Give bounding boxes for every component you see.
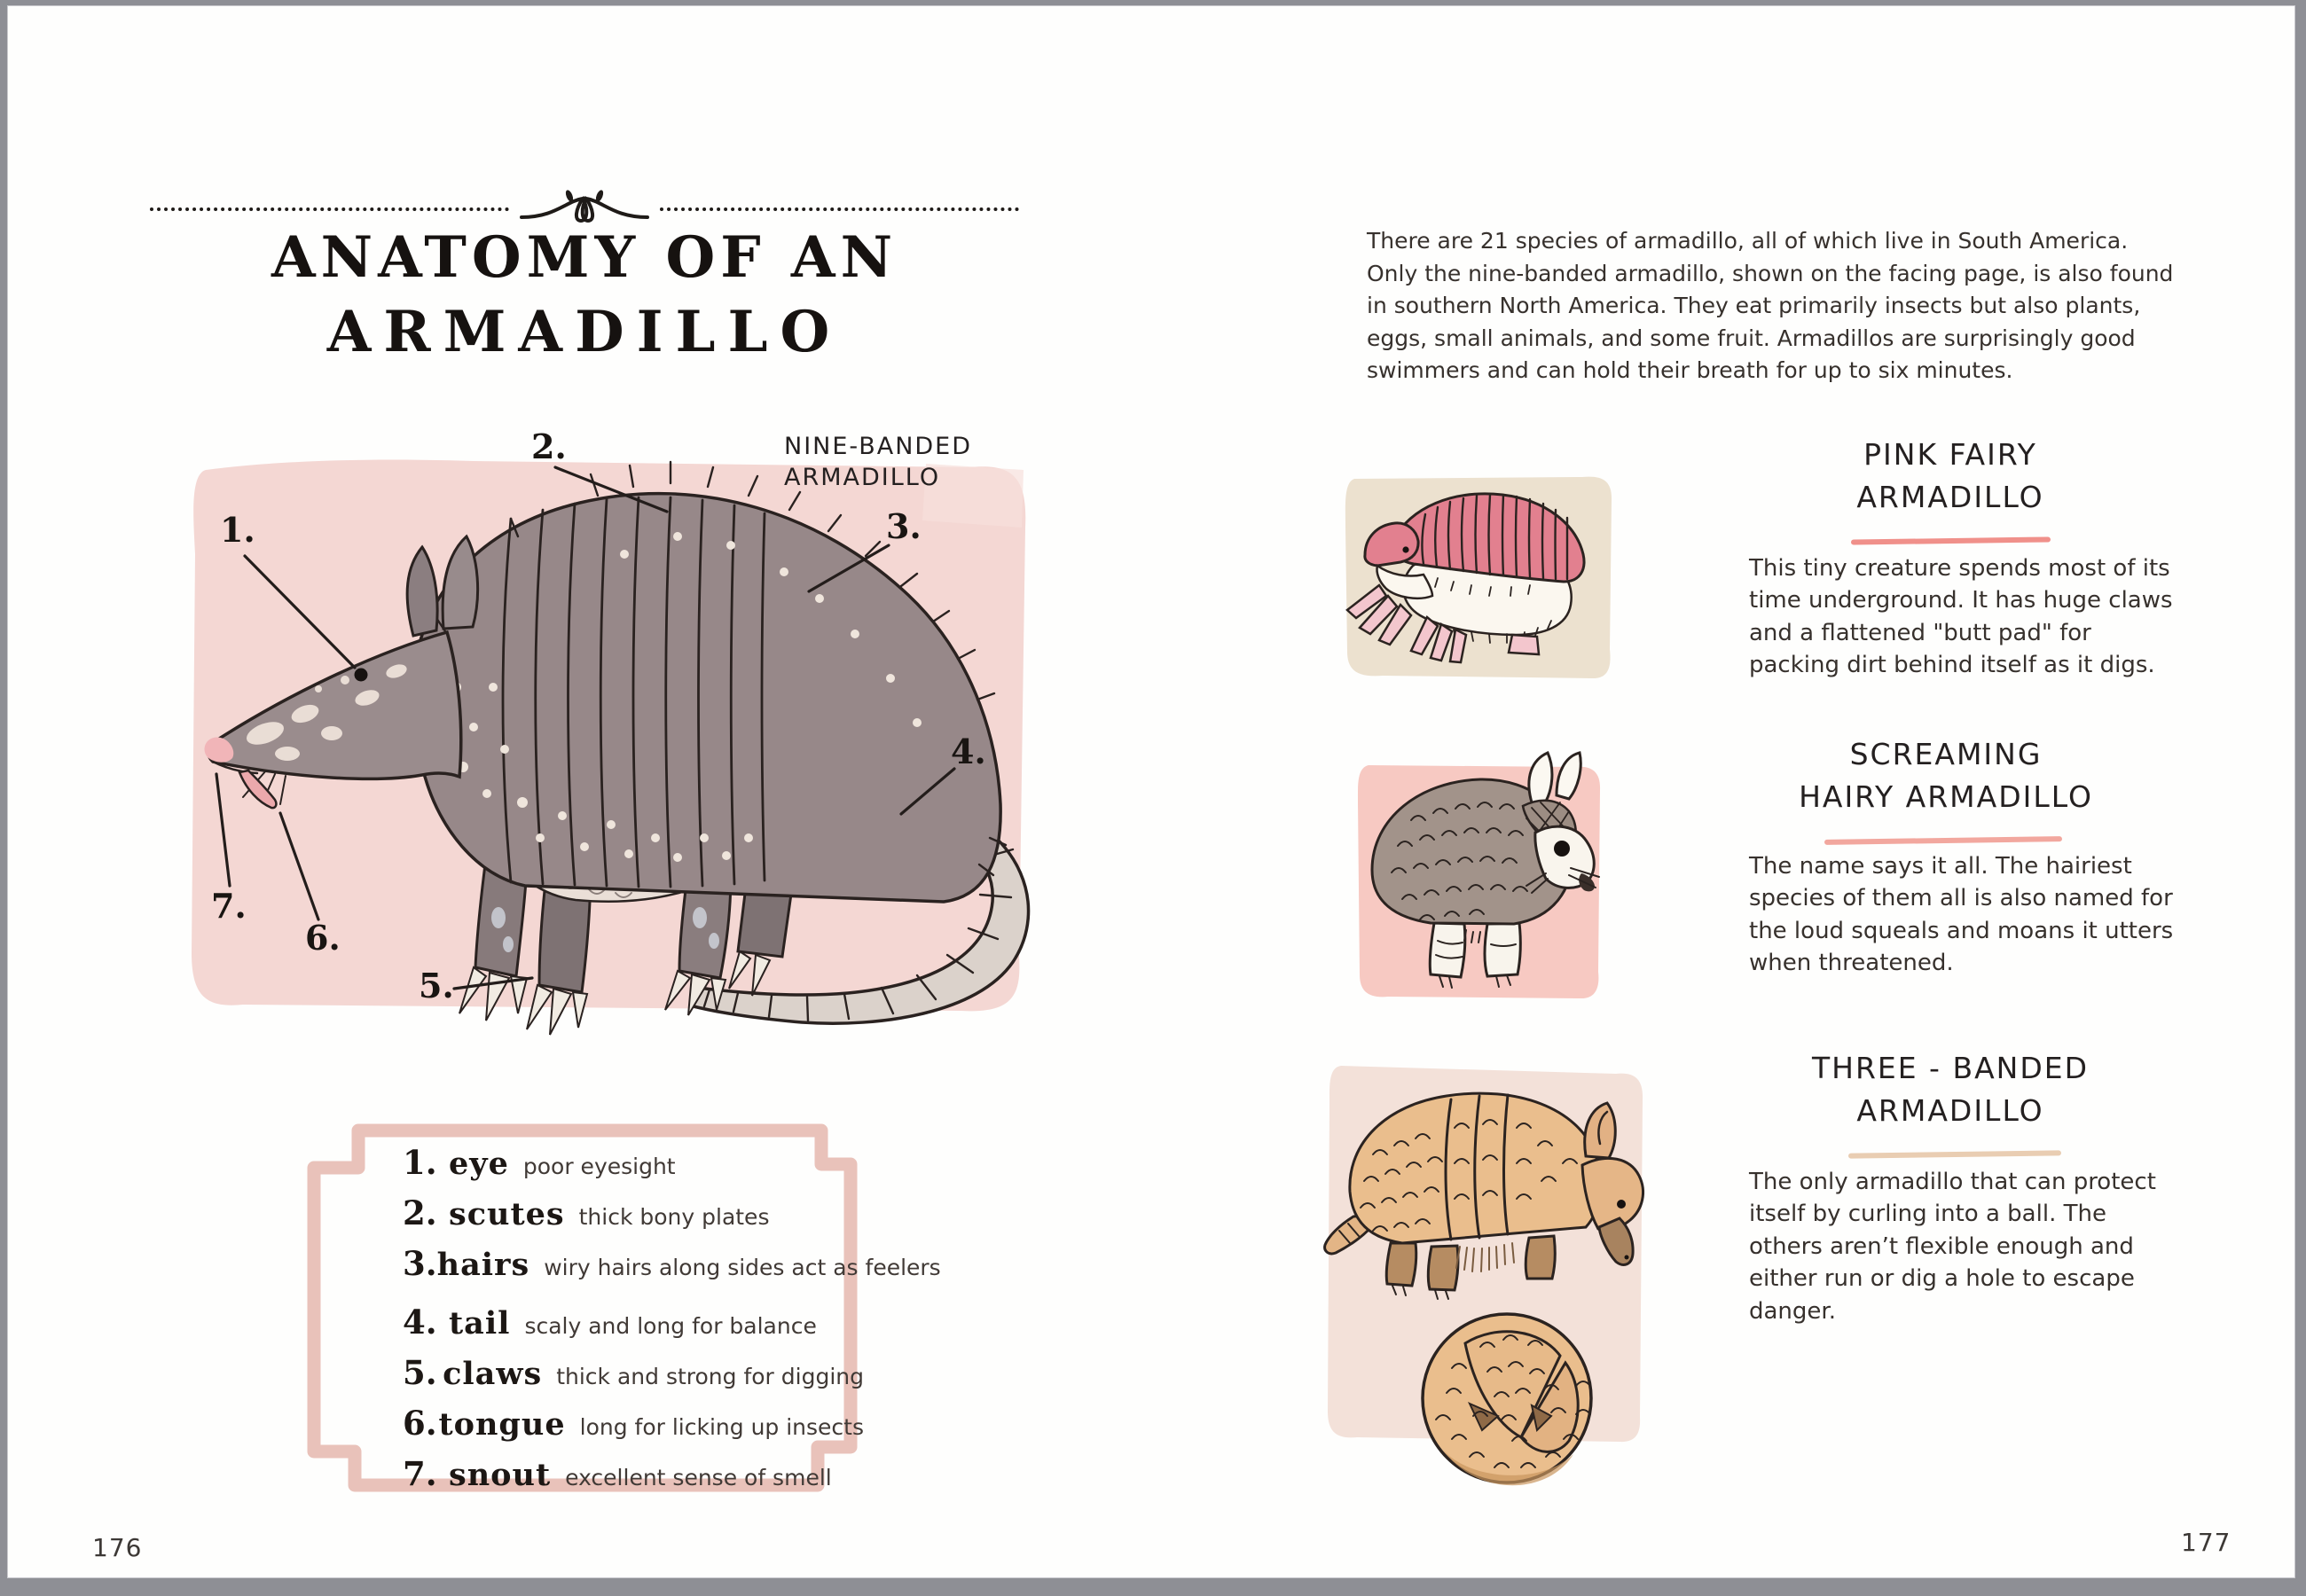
screaming-hairy-title bbox=[1733, 733, 2159, 818]
legend-term: tongue bbox=[438, 1406, 566, 1443]
figure-caption-line1: NINE-BANDED bbox=[784, 433, 973, 460]
legend-number: 4. bbox=[403, 1303, 437, 1342]
legend-number: 1. bbox=[403, 1143, 437, 1182]
screaming-hairy-title-line2: HAIRY ARMADILLO bbox=[1799, 778, 2093, 814]
legend-number: 5. bbox=[403, 1353, 437, 1392]
three-banded-title bbox=[1737, 1047, 2163, 1132]
figure-label-2: 2. bbox=[531, 426, 567, 466]
legend-term: claws bbox=[443, 1356, 543, 1392]
legend-item-snout bbox=[403, 1454, 864, 1493]
legend-desc: thick and strong for digging bbox=[556, 1364, 864, 1389]
figure-label-7: 7. bbox=[211, 886, 247, 926]
legend-item-tail bbox=[403, 1303, 864, 1342]
page-number-right: 177 bbox=[2181, 1528, 2231, 1557]
armadillo-eye bbox=[355, 669, 368, 682]
page-title-line2: ARMADILLO bbox=[326, 299, 843, 366]
three-banded-title-line1: THREE - BANDED bbox=[1811, 1051, 2090, 1085]
pink-fairy-title-line1: PINK FAIRY bbox=[1863, 437, 2037, 472]
anatomy-figure bbox=[181, 421, 1037, 1042]
legend-item-eye bbox=[403, 1143, 864, 1182]
figure-label-6: 6. bbox=[305, 918, 341, 958]
legend-item-claws bbox=[403, 1353, 864, 1392]
pink-fairy-title bbox=[1737, 434, 2163, 519]
legend-number: 6. bbox=[403, 1404, 437, 1443]
three-banded-title-line2: ARMADILLO bbox=[1856, 1092, 2044, 1128]
page-title bbox=[61, 221, 1108, 371]
banded-eye bbox=[1617, 1200, 1626, 1209]
legend-item-tongue bbox=[403, 1404, 864, 1443]
legend-term: scutes bbox=[449, 1196, 565, 1232]
hairy-eye bbox=[1554, 841, 1570, 857]
three-banded-ball-illustration bbox=[1416, 1297, 1604, 1506]
page-title-line1: ANATOMY OF AN bbox=[271, 224, 898, 291]
figure-caption bbox=[784, 432, 972, 493]
figure-label-5: 5. bbox=[419, 966, 454, 1005]
three-banded-description: The only armadillo that can protect itself by curling into a ball. The others aren’t flexible enough and either run or dig a hole to escape danger. bbox=[1749, 1169, 2156, 1325]
divider-dotted-line-right bbox=[660, 207, 1019, 211]
figure-label-3: 3. bbox=[886, 506, 922, 546]
pink-fairy-title-line2: ARMADILLO bbox=[1856, 479, 2044, 514]
pink-fairy-title-underline bbox=[1851, 536, 2051, 544]
legend-desc: scaly and long for balance bbox=[524, 1313, 817, 1339]
screaming-hairy-title-line1: SCREAMING bbox=[1849, 737, 2043, 771]
anatomy-legend bbox=[270, 1106, 941, 1521]
screaming-hairy-armadillo-illustration bbox=[1349, 744, 1608, 1012]
book-pages bbox=[7, 5, 2295, 1578]
legend-rows bbox=[403, 1143, 941, 1505]
page-number-left: 176 bbox=[92, 1533, 143, 1562]
legend-number: 7. bbox=[403, 1454, 437, 1493]
legend-number: 3. bbox=[403, 1244, 437, 1283]
legend-term: snout bbox=[449, 1457, 552, 1493]
screaming-hairy-title-underline bbox=[1824, 836, 2062, 845]
legend-term: eye bbox=[449, 1146, 509, 1182]
figure-caption-line2: ARMADILLO bbox=[784, 463, 941, 491]
fairy-eye bbox=[1402, 546, 1408, 552]
intro-paragraph: There are 21 species of armadillo, all of which live in South America. Only the nine-banded armadillo, shown on the facing page, is also found in southern North America. They eat primarily insects but also plants, eggs, small animals, and some fruit. Armadillos are surprisingly good swimmers and can hold their breath for up to six minutes. bbox=[1367, 228, 2174, 383]
legend-term: tail bbox=[449, 1305, 511, 1342]
figure-label-1: 1. bbox=[220, 510, 255, 550]
legend-desc: wiry hairs along sides act as feelers bbox=[544, 1255, 941, 1280]
legend-item-hairs bbox=[403, 1244, 941, 1283]
legend-number: 2. bbox=[403, 1193, 437, 1232]
legend-desc: long for licking up insects bbox=[579, 1414, 864, 1440]
three-banded-title-underline bbox=[1848, 1150, 2061, 1158]
figure-label-4: 4. bbox=[951, 732, 986, 771]
legend-desc: excellent sense of smell bbox=[565, 1465, 832, 1490]
legend-desc: poor eyesight bbox=[522, 1154, 676, 1179]
pink-fairy-description: This tiny creature spends most of its time underground. It has huge claws and a flattened "butt pad" for packing dirt behind itself as it digs. bbox=[1749, 555, 2173, 679]
screaming-hairy-description: The name says it all. The hairiest species of them all is also named for the loud squeals and moans it utters when threatened. bbox=[1749, 853, 2174, 977]
legend-term: hairs bbox=[436, 1247, 530, 1283]
legend-desc: thick bony plates bbox=[578, 1204, 770, 1230]
legend-item-scutes bbox=[403, 1193, 864, 1232]
divider-dotted-line-left bbox=[150, 207, 509, 211]
pink-fairy-armadillo-illustration bbox=[1338, 452, 1618, 691]
